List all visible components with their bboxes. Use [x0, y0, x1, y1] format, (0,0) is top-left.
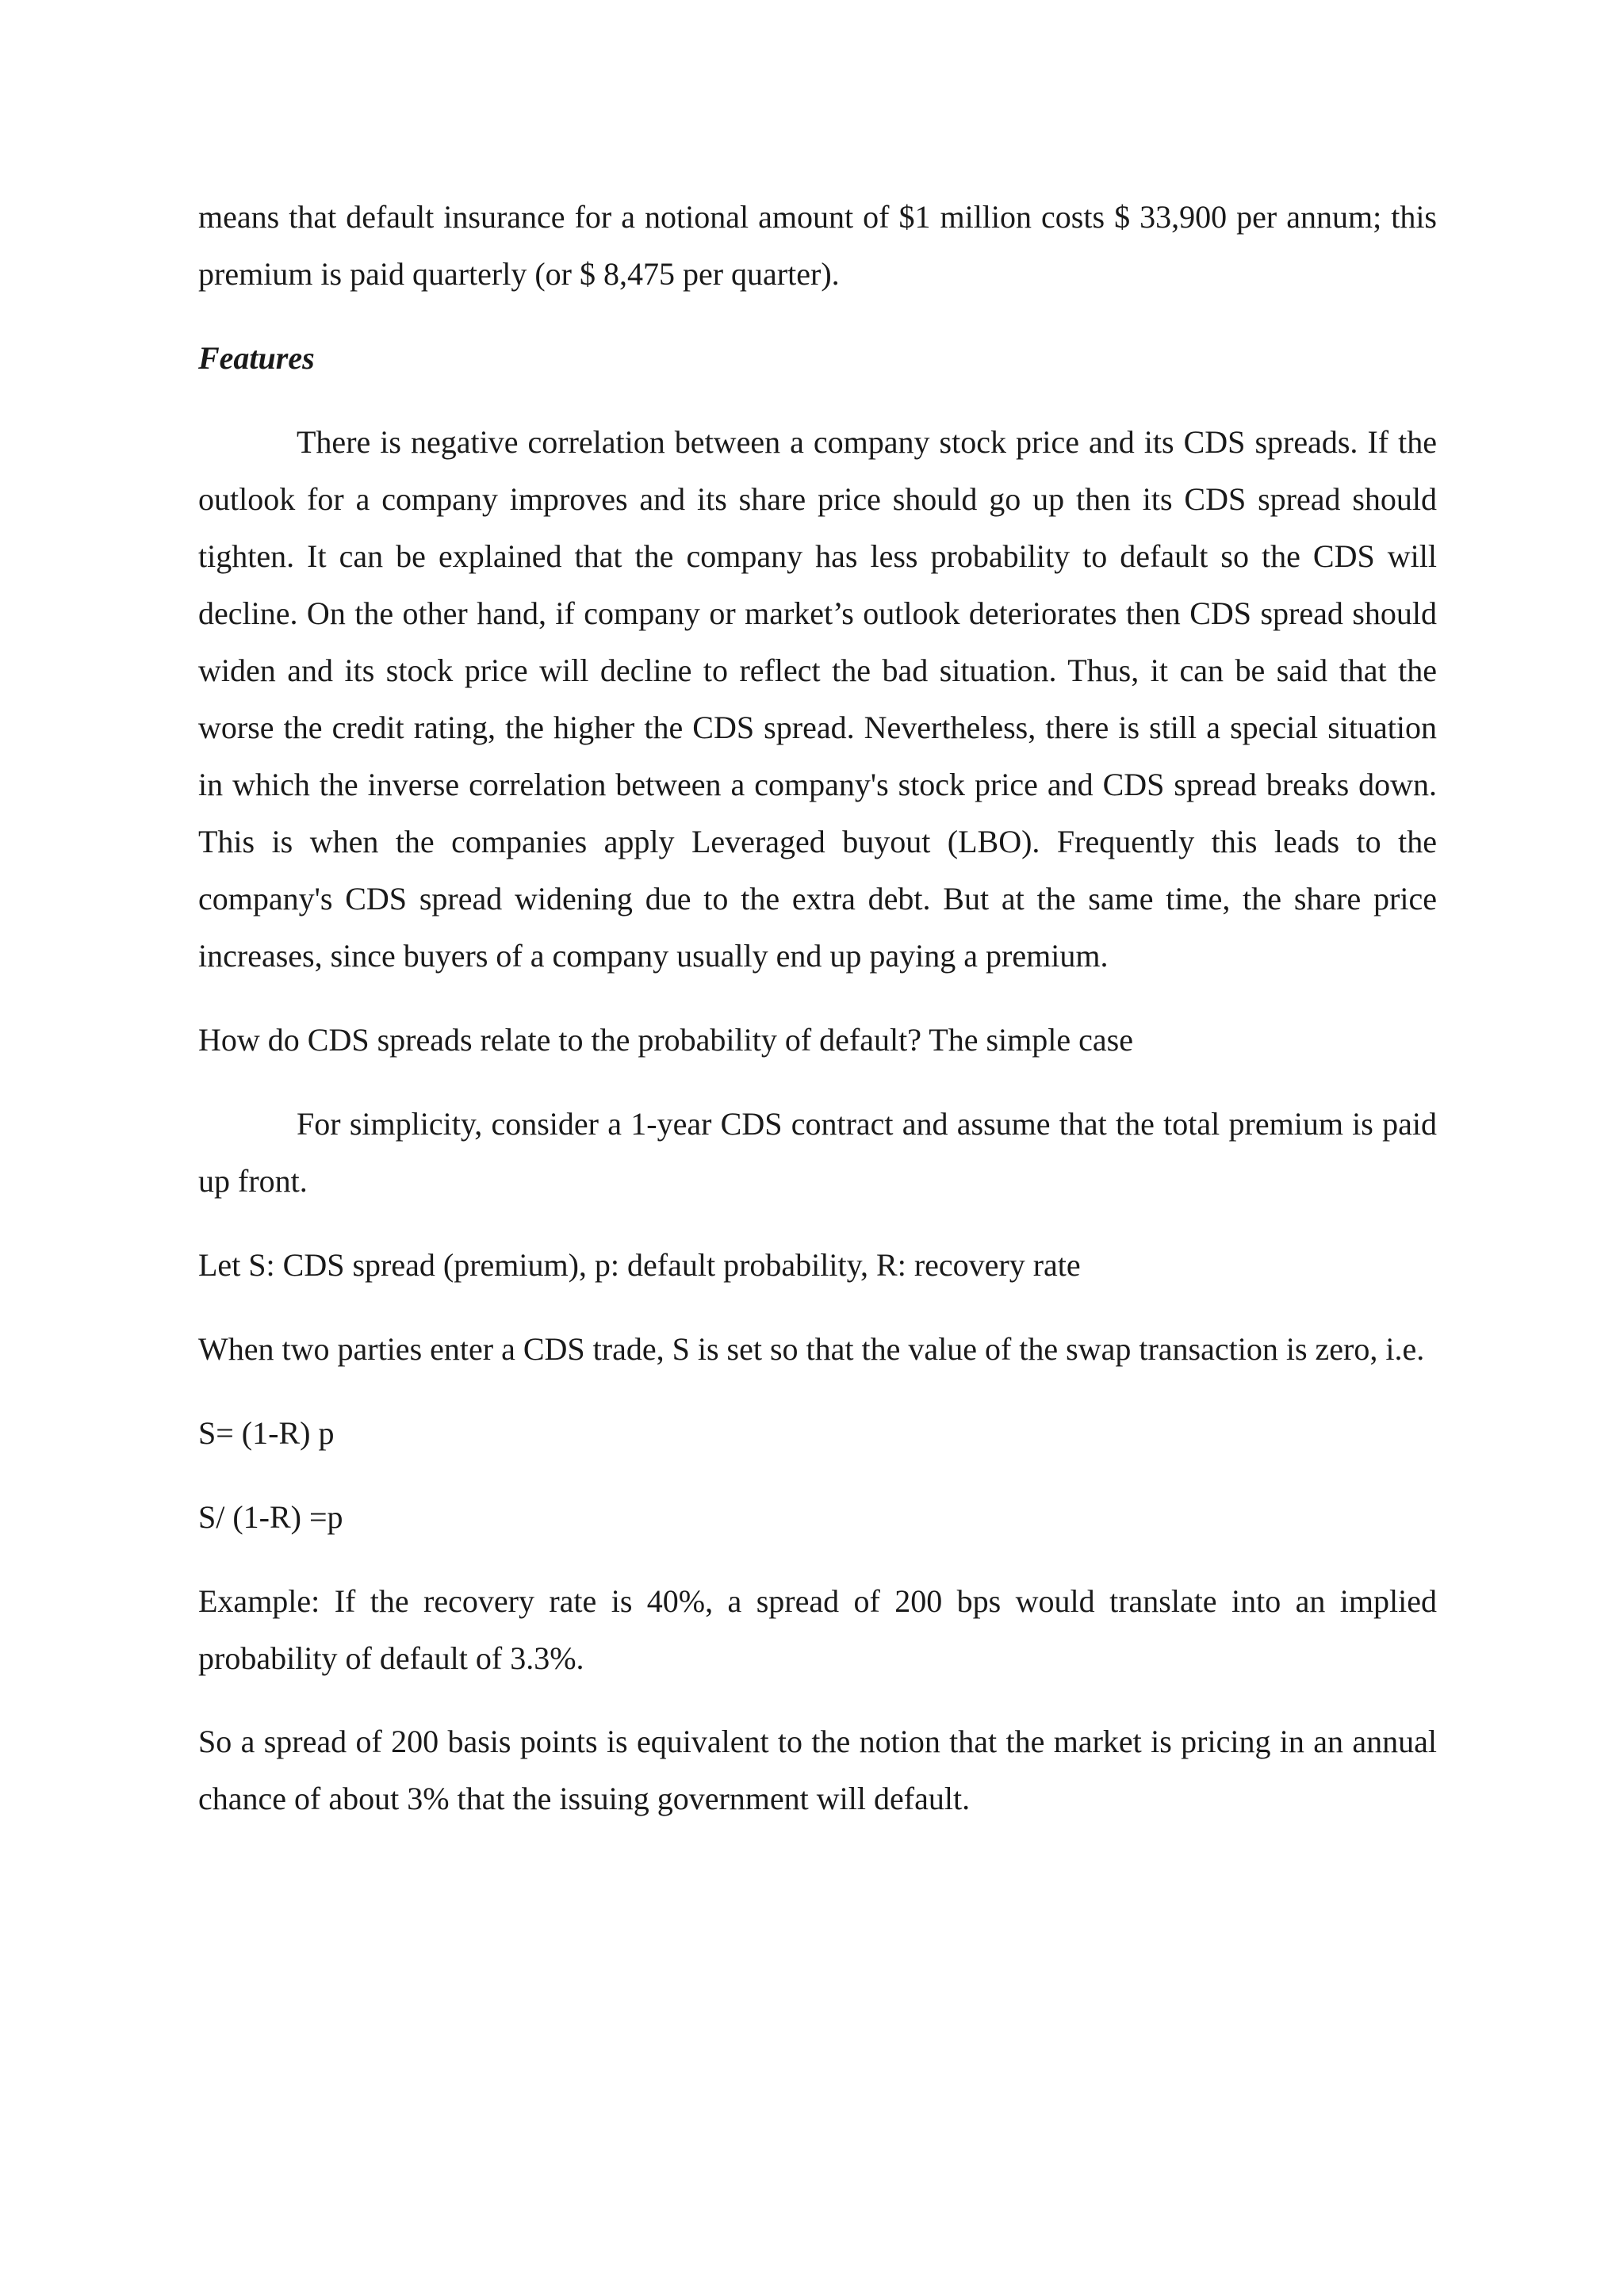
section-heading-features: Features	[198, 340, 315, 376]
paragraph-example: Example: If the recovery rate is 40%, a spread of 200 bps would translate into an implied probability of default of 3.3%.	[198, 1583, 1437, 1676]
formula-probability: S/ (1-R) =p	[198, 1499, 343, 1535]
paragraph-trade: When two parties enter a CDS trade, S is set so that the value of the swap transaction is zero, i.e.	[198, 1331, 1425, 1367]
paragraph-continuation: means that default insurance for a notional amount of $1 million costs $ 33,900 per annum; this premium is paid quarterly (or $ 8,475 per quarter).	[198, 199, 1437, 292]
formula-spread: S= (1-R) p	[198, 1415, 335, 1451]
question-line: How do CDS spreads relate to the probability of default? The simple case	[198, 1022, 1133, 1058]
paragraph-features: There is negative correlation between a company stock price and its CDS spreads. If the outlook for a company improves and its share price should go up then its CDS spread should tighten. It can be explained that the company has less probability to default so the CDS will decline. On the other hand, if company or market’s outlook deteriorates then CDS spread should widen and its stock price will decline to reflect the bad situation. Thus, it can be said that the worse the credit rating, the higher the CDS spread. Nevertheless, there is still a special situation in which the inverse correlation between a company's stock price and CDS spread breaks down. This is when the companies apply Leveraged buyout (LBO). Frequently this leads to the company's CDS spread widening due to the extra debt. But at the same time, the share price increases, since buyers of a company usually end up paying a premium.	[198, 424, 1437, 974]
paragraph-simplicity: For simplicity, consider a 1-year CDS contract and assume that the total premium is paid up front.	[198, 1106, 1437, 1199]
definitions-line: Let S: CDS spread (premium), p: default probability, R: recovery rate	[198, 1247, 1081, 1283]
document-body	[198, 189, 1437, 1827]
paragraph-conclusion: So a spread of 200 basis points is equivalent to the notion that the market is pricing in an annual chance of about 3% that the issuing government will default.	[198, 1724, 1437, 1816]
